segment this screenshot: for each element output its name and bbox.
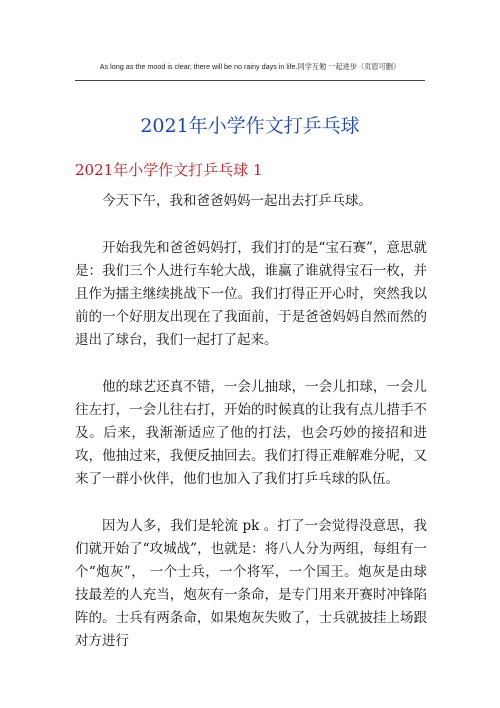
section-title: 2021年小学作文打乒乓球 1 <box>75 161 263 179</box>
page-header-motto: As long as the mood is clear, there will be no rainy days in life.同学互勉 一起进步（页眉可删） <box>99 62 401 71</box>
document-title: 2021年小学作文打乒乓球 <box>140 114 360 137</box>
paragraph-4: 因为人多，我们是轮流 pk 。打了一会觉得没意思，我们就开始了“攻城战”，也就是：将八人分为两组，每组有一个“炮灰”， 一个士兵，一个将军，一个国王。炮灰是由球技最差的人充当，炮灰有一条命，是专门用来开赛时冲锋陷阵的。士兵有两条命，如果炮灰失败了，士兵就披挂上场跟对方进行 <box>75 518 427 649</box>
paragraph-2: 开始我先和爸爸妈妈打，我们打的是“宝石赛”，意思就是：我们三个人进行车轮大战，谁赢了谁就得宝石一枚，并且作为擂主继续挑战下一位。我们打得正开心时，突然我以前的一个好朋友出现在了我面前，于是爸爸妈妈自然而然的退出了球台，我们一起打了起来。 <box>75 240 427 348</box>
header-divider <box>75 80 425 81</box>
paragraph-1: 今天下午，我和爸爸妈妈一起出去打乒乓球。 <box>102 193 372 209</box>
article-body <box>75 190 427 653</box>
paragraph-3: 他的球艺还真不错，一会儿抽球，一会儿扣球，一会儿往左打，一会儿往右打，开始的时候真的让我有点儿措手不及。后来，我渐渐适应了他的打法，也会巧妙的接招和进攻，他抽过来，我便反抽回去。我们打得正难解难分呢，又来了一群小伙伴，他们也加入了我们打乒乓球的队伍。 <box>75 379 427 487</box>
